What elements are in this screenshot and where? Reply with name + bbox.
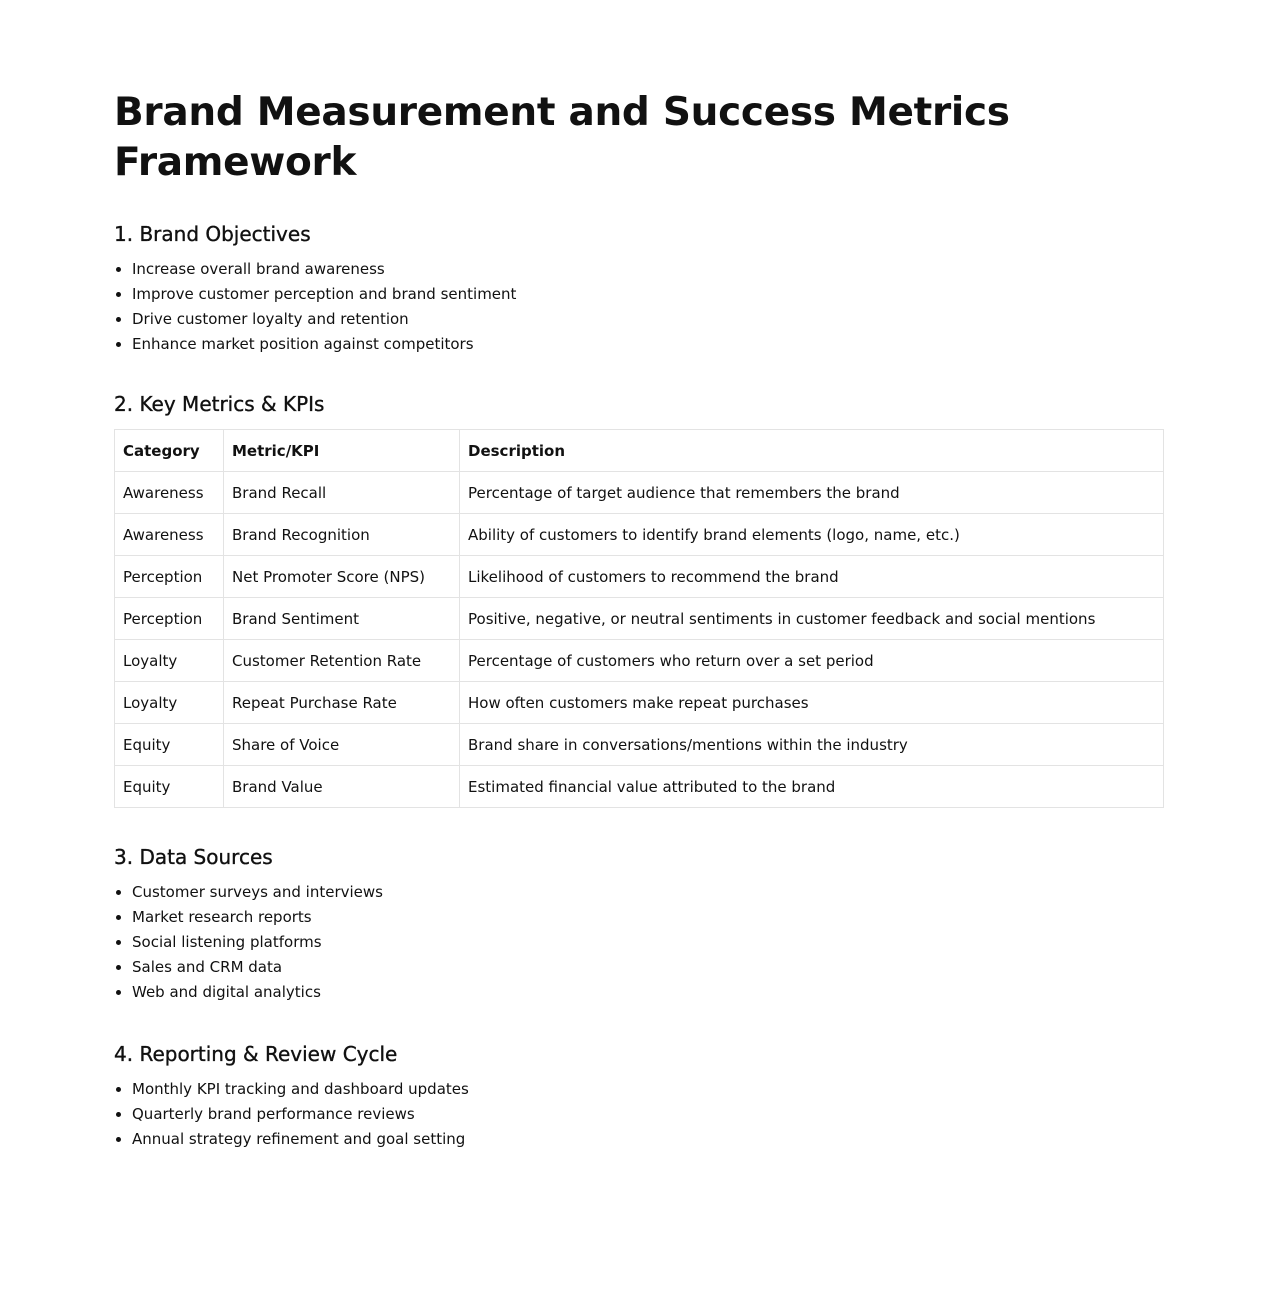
table-cell: Brand Recall <box>224 472 460 514</box>
list-item: Market research reports <box>132 905 1164 930</box>
list-item: Enhance market position against competitors <box>132 332 1164 357</box>
metrics-table <box>114 429 1164 808</box>
list-item: Web and digital analytics <box>132 980 1164 1005</box>
table-row <box>115 598 1164 640</box>
table-row <box>115 724 1164 766</box>
bullet-list <box>114 257 1164 357</box>
table-cell: Ability of customers to identify brand elements (logo, name, etc.) <box>460 514 1164 556</box>
table-row <box>115 640 1164 682</box>
table-cell: Repeat Purchase Rate <box>224 682 460 724</box>
table-cell: Equity <box>115 724 224 766</box>
table-cell: Awareness <box>115 472 224 514</box>
list-item: Increase overall brand awareness <box>132 257 1164 282</box>
section-heading: 1. Brand Objectives <box>114 222 311 246</box>
table-row <box>115 556 1164 598</box>
list-item: Monthly KPI tracking and dashboard updates <box>132 1077 1164 1102</box>
list-item: Customer surveys and interviews <box>132 880 1164 905</box>
table-cell: Brand Recognition <box>224 514 460 556</box>
list-item: Quarterly brand performance reviews <box>132 1102 1164 1127</box>
list-item: Annual strategy refinement and goal setting <box>132 1127 1164 1152</box>
page-title: Brand Measurement and Success Metrics Framework <box>114 90 1010 185</box>
column-header: Metric/KPI <box>224 430 460 472</box>
table-cell: Net Promoter Score (NPS) <box>224 556 460 598</box>
column-header: Category <box>115 430 224 472</box>
table-cell: Brand Sentiment <box>224 598 460 640</box>
table-cell: Equity <box>115 766 224 808</box>
section-key-metrics <box>114 391 1164 808</box>
section-data-sources <box>114 844 1164 1005</box>
table-cell: Likelihood of customers to recommend the brand <box>460 556 1164 598</box>
section-heading: 4. Reporting & Review Cycle <box>114 1042 398 1066</box>
column-header: Description <box>460 430 1164 472</box>
table-cell: Loyalty <box>115 640 224 682</box>
list-item: Sales and CRM data <box>132 955 1164 980</box>
table-row <box>115 682 1164 724</box>
table-cell: Positive, negative, or neutral sentiments in customer feedback and social mentions <box>460 598 1164 640</box>
list-item: Social listening platforms <box>132 930 1164 955</box>
table-cell: Awareness <box>115 514 224 556</box>
table-cell: Brand Value <box>224 766 460 808</box>
table-cell: Loyalty <box>115 682 224 724</box>
list-item: Improve customer perception and brand sentiment <box>132 282 1164 307</box>
table-row <box>115 472 1164 514</box>
table-cell: Share of Voice <box>224 724 460 766</box>
section-heading: 2. Key Metrics & KPIs <box>114 392 325 416</box>
section-reporting-review <box>114 1041 1164 1152</box>
bullet-list <box>114 1077 1164 1152</box>
table-cell: Perception <box>115 556 224 598</box>
table-cell: Percentage of customers who return over a set period <box>460 640 1164 682</box>
table-row <box>115 766 1164 808</box>
section-brand-objectives <box>114 221 1164 357</box>
section-heading: 3. Data Sources <box>114 845 273 869</box>
table-cell: Percentage of target audience that remembers the brand <box>460 472 1164 514</box>
table-cell: Perception <box>115 598 224 640</box>
table-cell: Customer Retention Rate <box>224 640 460 682</box>
table-row <box>115 514 1164 556</box>
table-cell: Brand share in conversations/mentions within the industry <box>460 724 1164 766</box>
list-item: Drive customer loyalty and retention <box>132 307 1164 332</box>
table-header-row <box>115 430 1164 472</box>
table-cell: Estimated financial value attributed to the brand <box>460 766 1164 808</box>
table-cell: How often customers make repeat purchases <box>460 682 1164 724</box>
bullet-list <box>114 880 1164 1005</box>
